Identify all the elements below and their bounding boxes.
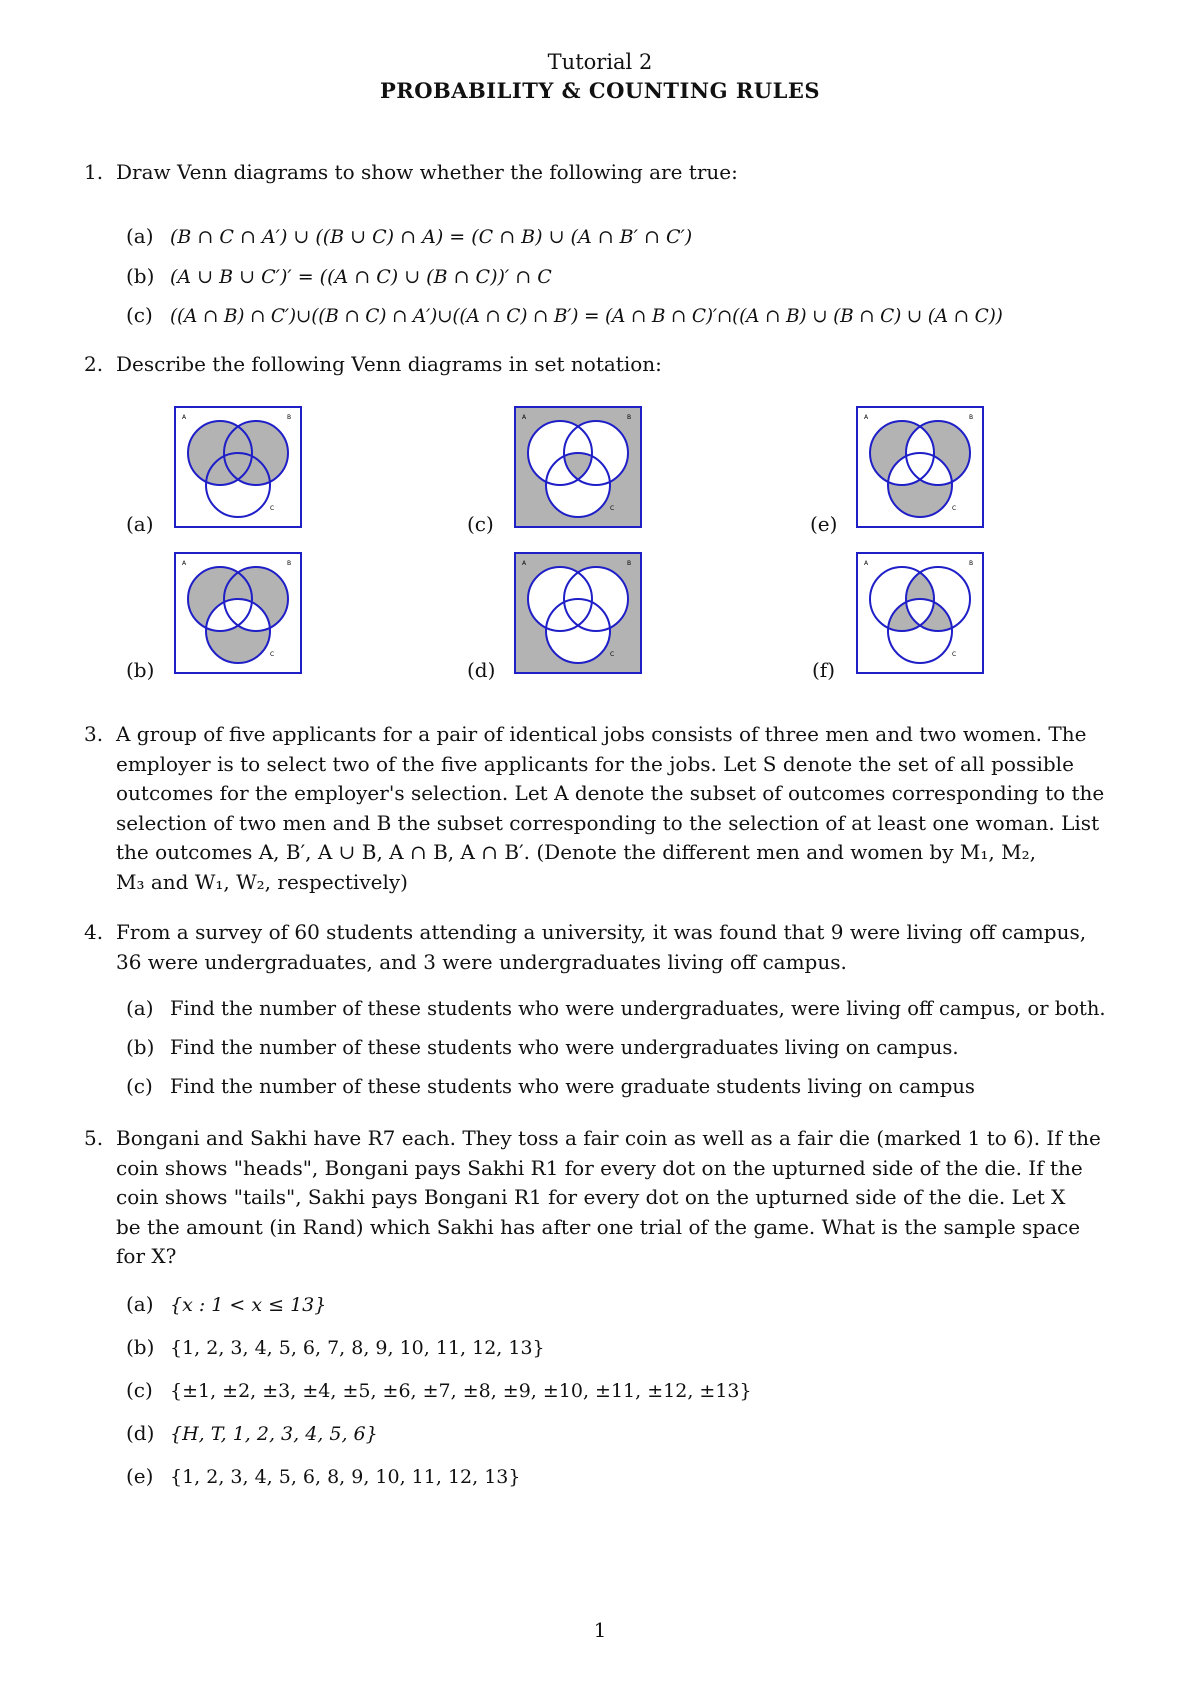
question-text: Draw Venn diagrams to show whether the following are true:	[116, 160, 738, 184]
q1-item-a	[126, 224, 692, 248]
item-text: Find the number of these students who were undergraduates, were living off campus, or both.	[170, 997, 1106, 1020]
q5-option-e	[126, 1464, 520, 1488]
question-number: 1.	[84, 160, 104, 184]
set-label-a: A	[864, 560, 869, 567]
option-expression: {H, T, 1, 2, 3, 4, 5, 6}	[170, 1423, 378, 1445]
item-label: (b)	[126, 1035, 155, 1059]
set-label-b: B	[287, 560, 292, 567]
q5-option-b	[126, 1335, 545, 1359]
question-text	[116, 720, 1124, 897]
option-label: (b)	[126, 1335, 155, 1359]
text-line: M₃ and W₁, W₂, respectively)	[116, 869, 408, 894]
question-number: 3.	[84, 722, 104, 746]
venn-label-a: (a)	[126, 512, 154, 536]
set-label-b: B	[969, 414, 974, 421]
set-label-a: A	[182, 414, 187, 421]
question-1	[84, 158, 1124, 188]
set-label-c: C	[952, 505, 957, 512]
option-label: (a)	[126, 1292, 154, 1316]
question-number: 2.	[84, 352, 104, 376]
text-line: Bongani and Sakhi have R7 each. They toss a fair coin as well as a fair die (marked 1 to 6). If the	[116, 1126, 1101, 1150]
text-line: be the amount (in Rand) which Sakhi has after one trial of the game. What is the sample space	[116, 1214, 1081, 1239]
item-label: (a)	[126, 224, 154, 248]
text-line: selection of two men and B the subset corresponding to the selection of at least one woman. List	[116, 810, 1100, 835]
set-label-b: B	[627, 414, 632, 421]
q1-item-b	[126, 264, 552, 288]
q5-option-c	[126, 1378, 752, 1402]
venn-label-d: (d)	[467, 658, 496, 682]
item-label: (a)	[126, 996, 154, 1020]
option-expression: {1, 2, 3, 4, 5, 6, 7, 8, 9, 10, 11, 12, 13}	[170, 1337, 545, 1359]
text-line: for X?	[116, 1244, 177, 1268]
text-line: outcomes for the employer's selection. Let A denote the subset of outcomes corresponding to the	[116, 781, 1105, 805]
page-number: 1	[593, 1618, 607, 1642]
item-label: (b)	[126, 264, 155, 288]
option-expression: {±1, ±2, ±3, ±4, ±5, ±6, ±7, ±8, ±9, ±10, ±11, ±12, ±13}	[170, 1380, 752, 1402]
text-line: A group of five applicants for a pair of identical jobs consists of three men and two women. The	[116, 722, 1087, 746]
item-label: (c)	[126, 303, 153, 327]
set-label-c: C	[270, 651, 275, 658]
venn-label-f: (f)	[812, 658, 836, 682]
q4-item-b	[126, 1035, 959, 1059]
venn-label-e: (e)	[810, 512, 838, 536]
set-label-b: B	[287, 414, 292, 421]
set-label-c: C	[610, 651, 615, 658]
option-label: (e)	[126, 1464, 154, 1488]
set-label-a: A	[864, 414, 869, 421]
venn-diagram-d	[514, 552, 642, 674]
text-line: coin shows "heads", Bongani pays Sakhi R1 for every dot on the upturned side of the die. If the	[116, 1155, 1083, 1180]
option-expression: {1, 2, 3, 4, 5, 6, 8, 9, 10, 11, 12, 13}	[170, 1466, 521, 1488]
option-label: (d)	[126, 1421, 155, 1445]
question-3	[84, 720, 1124, 897]
venn-diagram-f	[856, 552, 984, 674]
q4-item-c	[126, 1074, 975, 1098]
item-label: (c)	[126, 1074, 153, 1098]
question-number: 4.	[84, 920, 104, 944]
set-label-b: B	[969, 560, 974, 567]
question-4	[84, 918, 1124, 977]
question-text	[116, 1124, 1124, 1272]
set-label-a: A	[182, 560, 187, 567]
item-text: Find the number of these students who were graduate students living on campus	[170, 1075, 975, 1098]
venn-diagram-c	[514, 406, 642, 528]
text-line: coin shows "tails", Sakhi pays Bongani R1 for every dot on the upturned side of the die. Let X	[116, 1185, 1066, 1209]
set-expression: (B ∩ C ∩ A′) ∪ ((B ∪ C) ∩ A) = (C ∩ B) ∪ (A ∩ B′ ∩ C′)	[170, 226, 693, 248]
venn-label-b: (b)	[126, 658, 155, 682]
q5-option-d	[126, 1421, 378, 1445]
venn-diagram-e	[856, 406, 984, 528]
set-label-c: C	[610, 505, 615, 512]
question-5	[84, 1124, 1124, 1272]
q4-item-a	[126, 996, 1106, 1020]
venn-label-c: (c)	[467, 512, 494, 536]
text-line: 36 were undergraduates, and 3 were undergraduates living off campus.	[116, 949, 847, 974]
question-text: Describe the following Venn diagrams in set notation:	[116, 352, 662, 376]
venn-diagram-b	[174, 552, 302, 674]
option-label: (c)	[126, 1378, 153, 1402]
option-expression: {x : 1 < x ≤ 13}	[170, 1294, 327, 1316]
text-line: From a survey of 60 students attending a university, it was found that 9 were living off campus,	[116, 920, 1087, 944]
q5-option-a	[126, 1292, 326, 1316]
set-label-a: A	[522, 414, 527, 421]
set-expression: (A ∪ B ∪ C′)′ = ((A ∩ C) ∪ (B ∩ C))′ ∩ C	[170, 266, 552, 288]
question-text	[116, 918, 1124, 977]
set-label-b: B	[627, 560, 632, 567]
set-label-c: C	[270, 505, 275, 512]
set-label-c: C	[952, 651, 957, 658]
text-line: employer is to select two of the five applicants for the jobs. Let S denote the set of all possible	[116, 751, 1074, 776]
text-line: the outcomes A, B′, A ∪ B, A ∩ B, A ∩ B′. (Denote the different men and women by M₁, M₂,	[116, 840, 1036, 864]
set-label-a: A	[522, 560, 527, 567]
set-expression: ((A ∩ B) ∩ C′)∪((B ∩ C) ∩ A′)∪((A ∩ C) ∩ B′) = (A ∩ B ∩ C)′∩((A ∩ B) ∪ (B ∩ C) ∪ (A ∩ C))	[170, 306, 1003, 327]
document-title: PROBABILITY & COUNTING RULES	[379, 78, 821, 103]
tutorial-number: Tutorial 2	[547, 50, 653, 74]
question-2	[84, 350, 1124, 380]
item-text: Find the number of these students who were undergraduates living on campus.	[170, 1036, 959, 1059]
q1-item-c	[126, 303, 1003, 327]
venn-diagram-a	[174, 406, 302, 528]
question-number: 5.	[84, 1126, 104, 1150]
